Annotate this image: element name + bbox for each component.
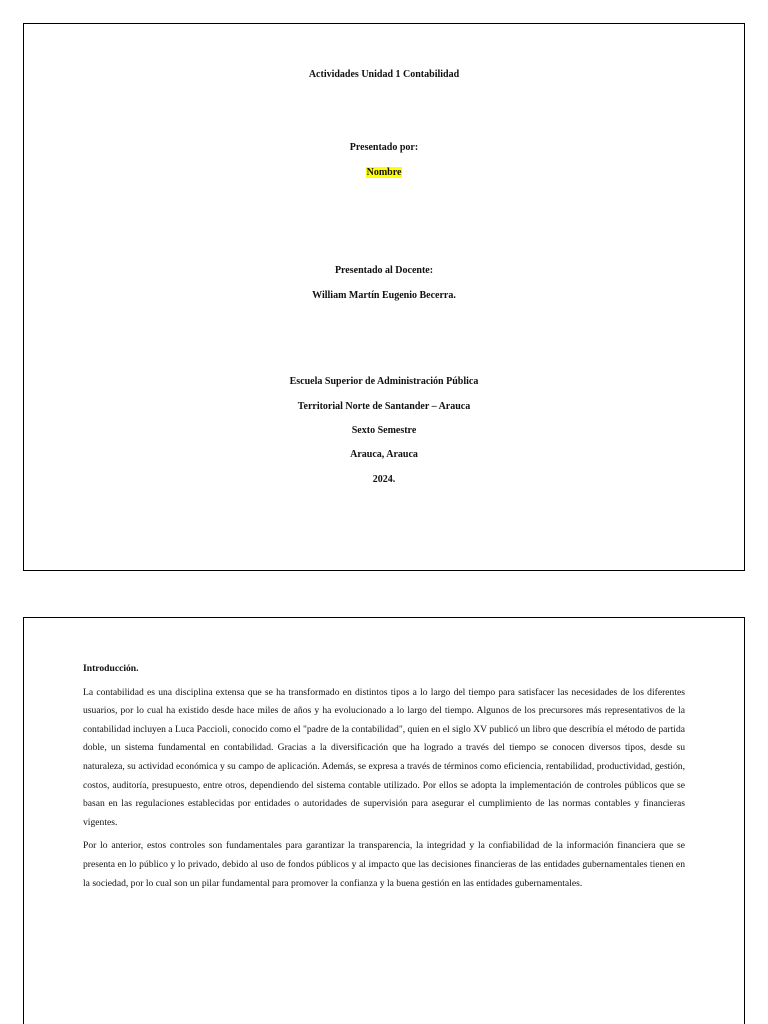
location: Arauca, Arauca xyxy=(350,449,418,460)
student-name-line xyxy=(24,167,744,179)
institution-line-2: Territorial Norte de Santander – Arauca xyxy=(297,401,471,412)
introduction-heading: Introducción. xyxy=(83,663,139,674)
introduction-section xyxy=(83,660,685,898)
cover-page xyxy=(23,23,745,571)
semester: Sexto Semestre xyxy=(351,425,417,436)
student-name: Nombre xyxy=(366,167,402,178)
teacher-label: Presentado al Docente: xyxy=(334,265,434,276)
document-title: Actividades Unidad 1 Contabilidad xyxy=(308,69,460,80)
introduction-paragraph-2: Por lo anterior, estos controles son fundamentales para garantizar la transparencia, la integridad y la confiabilidad de la información financiera que se presenta en lo público y lo privado, debido al uso de fondos públicos y al impacto que las decisiones financieras de las entidades gubernamentales tienen en la sociedad, por lo cual son un pilar fundamental para promover la confianza y la buena gestión en las entidades gubernamentales. xyxy=(83,840,685,889)
introduction-page xyxy=(23,617,745,1024)
year: 2024. xyxy=(372,474,396,485)
institution-line-1: Escuela Superior de Administración Pública xyxy=(289,376,479,387)
teacher-name: William Martín Eugenio Becerra. xyxy=(312,290,456,301)
presented-by-label: Presentado por: xyxy=(349,142,419,153)
introduction-paragraph-1: La contabilidad es una disciplina extensa que se ha transformado en distintos tipos a lo largo del tiempo para satisfacer las necesidades de los diferentes usuarios, por lo cual ha existido desde hace miles de años y ha evolucionado a lo largo del tiempo. Algunos de los precursores más representativos de la contabilidad incluyen a Luca Paccioli, conocido como el "padre de la contabilidad", quien en el siglo XV publicó un libro que describía el método de partida doble, un sistema fundamental en contabilidad. Gracias a la diversificación que ha logrado a través del tiempo se conocen diversos tipos, desde su naturaleza, su actividad económica y su campo de aplicación. Además, se expresa a través de términos como eficiencia, rentabilidad, productividad, gestión, costos, auditoría, presupuesto, entre otros, dependiendo del sistema contable utilizado. Por ellos se adopta la implementación de controles públicos que se basan en las regulaciones establecidas por entidades o autoridades de supervisión para asegurar el cumplimiento de las normas contables y financieras vigentes. xyxy=(83,686,685,828)
